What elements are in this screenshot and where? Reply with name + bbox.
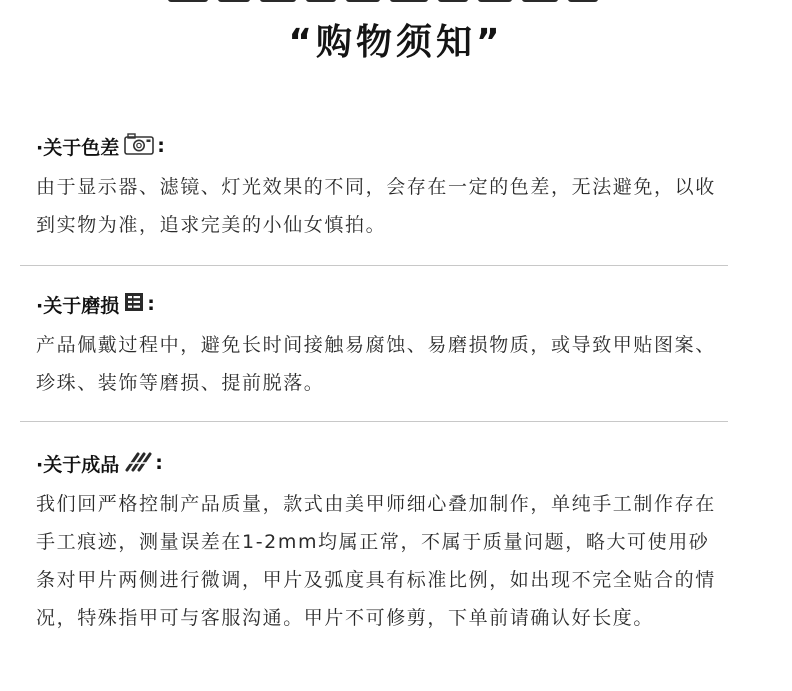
section-heading-colon: :	[155, 452, 163, 474]
list-icon	[124, 292, 144, 317]
section-heading	[36, 290, 726, 318]
section-body: 由于显示器、滤镜、灯光效果的不同，会存在一定的色差，无法避免，以收到实物为准，追求完美的小仙女慎拍。	[36, 176, 716, 236]
divider	[20, 421, 728, 422]
section-heading-label: ·关于色差	[36, 136, 120, 159]
section-heading-label: ·关于成品	[36, 453, 120, 476]
section-heading-colon: :	[157, 135, 165, 157]
section-wear	[36, 290, 726, 402]
section-color-difference	[36, 132, 726, 244]
section-heading	[36, 132, 726, 160]
page-title: “购物须知”	[288, 22, 504, 63]
cropped-heading-fragment	[168, 0, 598, 2]
section-body: 我们回严格控制产品质量，款式由美甲师细心叠加制作，单纯手工制作存在手工痕迹，测量误差在1-2mm均属正常，不属于质量问题，略大可使用砂条对甲片两侧进行微调，甲片及弧度具有标准比例，如出现不完全贴合的情况，特殊指甲可与客服沟通。甲片不可修剪，下单前请确认好长度。	[36, 493, 716, 629]
section-finished-product	[36, 449, 726, 637]
section-body: 产品佩戴过程中，避免长时间接触易腐蚀、易磨损物质，或导致甲贴图案、珍珠、装饰等磨损、提前脱落。	[36, 334, 716, 394]
section-heading	[36, 449, 726, 477]
section-heading-label: ·关于磨损	[36, 294, 120, 317]
nail-polish-icon	[124, 450, 152, 477]
section-heading-colon: :	[147, 293, 155, 315]
camera-icon	[124, 133, 154, 160]
divider	[20, 265, 728, 266]
